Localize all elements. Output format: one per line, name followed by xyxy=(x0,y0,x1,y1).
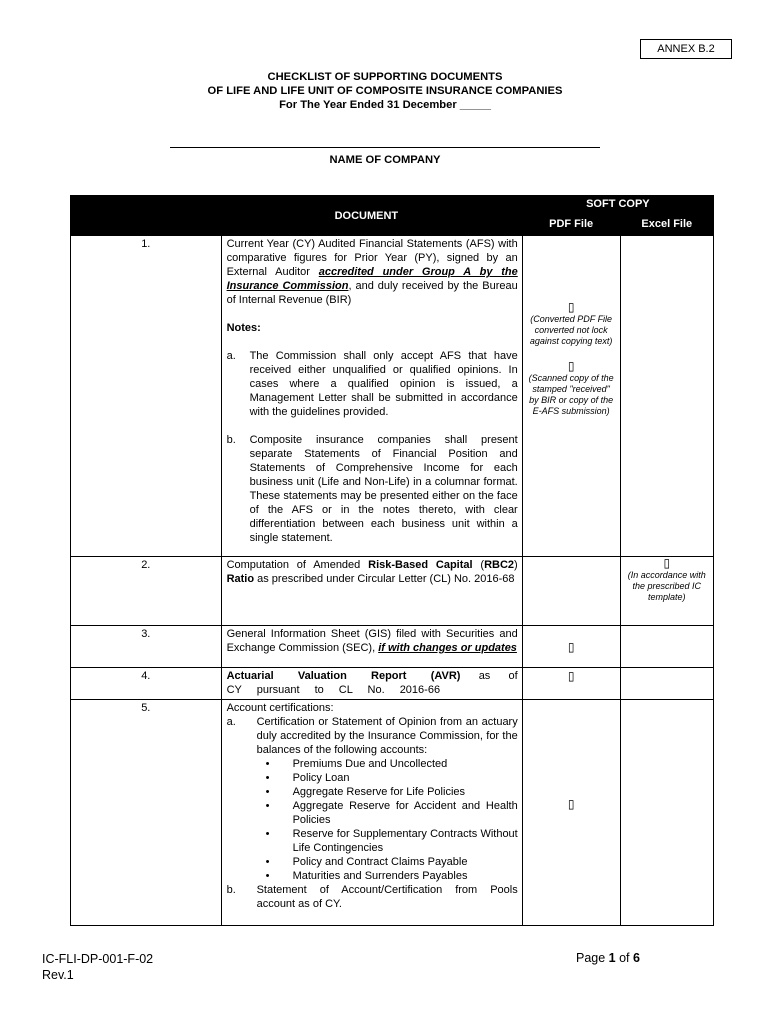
note-text: Composite insurance companies shall present separate Statements of Financial Position and Statements of Comprehensive Income for each business unit (Life and Non-Life) in a columnar format. These statements may be presented either on the face of the AFS or in the notes thereto, with clear differentiation between each business unit within a single statement. xyxy=(249,434,518,544)
page-word: Page xyxy=(576,951,609,965)
title-line-3: For The Year Ended 31 December _____ xyxy=(279,99,491,111)
table-row xyxy=(71,557,714,626)
page-number xyxy=(576,951,640,965)
row-number: 3. xyxy=(71,626,222,668)
desc-text: ) xyxy=(514,559,518,571)
checkbox-icon[interactable]: ▯ xyxy=(567,797,575,811)
pdf-note: (Scanned copy of the stamped "received" by BIR or copy of the E-AFS submission) xyxy=(528,373,614,416)
soft-copy-header: SOFT COPY xyxy=(522,196,713,214)
desc-emphasis: accredited under Group A by the Insurance Commission xyxy=(226,266,518,292)
list-item: • Policy Loan xyxy=(293,771,518,785)
row-description xyxy=(221,236,522,557)
table-row xyxy=(71,236,714,557)
checklist-table xyxy=(70,195,714,926)
desc-text: Account certifications: xyxy=(226,702,334,714)
annex-label: ANNEX B.2 xyxy=(640,39,732,59)
document-header: DOCUMENT xyxy=(71,196,523,236)
list-item: • Premiums Due and Uncollected xyxy=(293,757,518,771)
desc-text: ( xyxy=(472,559,485,571)
pdf-cell[interactable] xyxy=(522,668,620,700)
pdf-note: (Converted PDF File converted not lock against copying text) xyxy=(529,314,613,346)
list-item: • Maturities and Surrenders Payables xyxy=(293,869,518,883)
excel-cell[interactable] xyxy=(620,668,713,700)
row-number: 5. xyxy=(71,700,222,926)
desc-text: , and duly received by the Bureau of Internal Revenue (BIR) xyxy=(226,280,518,306)
desc-emphasis: Risk-Based Capital xyxy=(368,559,473,571)
table-row xyxy=(71,668,714,700)
excel-cell[interactable] xyxy=(620,700,713,926)
desc-emphasis: Actuarial Valuation Report (AVR) xyxy=(226,670,461,682)
title-line-2: OF LIFE AND LIFE UNIT OF COMPOSITE INSURANCE COMPANIES xyxy=(207,85,563,97)
sub-text: Statement of Account/Certification from Pools account as of CY. xyxy=(256,884,518,910)
sub-marker: b. xyxy=(226,884,236,896)
desc-text: Computation of Amended xyxy=(226,559,369,571)
row-number: 2. xyxy=(71,557,222,626)
pdf-file-header: PDF File xyxy=(522,213,620,236)
desc-text: Current Year (CY) Audited Financial Statements (AFS) with comparative figures for Prior Year (PY), signed by an External Auditor xyxy=(226,238,518,278)
desc-emphasis: RBC2 xyxy=(484,559,515,571)
checkbox-icon[interactable]: ▯ xyxy=(567,669,575,683)
table-row xyxy=(71,626,714,668)
row-number: 1. xyxy=(71,236,222,557)
page-current: 1 xyxy=(608,951,616,965)
pdf-cell[interactable] xyxy=(522,236,620,557)
checkbox-icon[interactable]: ▯ xyxy=(663,556,671,570)
checkbox-icon[interactable]: ▯ xyxy=(567,359,575,373)
excel-file-header: Excel File xyxy=(620,213,713,236)
sub-marker: a. xyxy=(226,716,236,728)
desc-text: as prescribed under Circular Letter (CL) No. 2016-68 xyxy=(254,573,515,585)
company-name-label: NAME OF COMPANY xyxy=(329,154,441,166)
company-name-line[interactable] xyxy=(170,147,600,148)
list-item: • Aggregate Reserve for Accident and Health Policies xyxy=(293,799,518,827)
checkbox-icon[interactable]: ▯ xyxy=(567,300,575,314)
note-text: The Commission shall only accept AFS that have received either unqualified or qualified opinions. In cases where a qualified opinion is issued, a Management Letter shall be submitted in accordance with the guidelines provided. xyxy=(249,350,518,418)
revision-text: Rev.1 xyxy=(42,968,74,982)
page-total: 6 xyxy=(633,951,640,965)
pdf-cell[interactable] xyxy=(522,557,620,626)
desc-text: General Information Sheet (GIS) filed with Securities and Exchange Commission (SEC), xyxy=(226,628,518,654)
table-row xyxy=(71,700,714,926)
excel-cell[interactable] xyxy=(620,626,713,668)
list-item: • Reserve for Supplementary Contracts Without Life Contingencies xyxy=(293,827,518,855)
note-marker: a. xyxy=(226,350,236,362)
title-line-1: CHECKLIST OF SUPPORTING DOCUMENTS xyxy=(267,71,503,83)
row-description xyxy=(221,668,522,700)
sub-text: Certification or Statement of Opinion from an actuary duly accredited by the Insurance Commission, for the balances of the following accounts: xyxy=(256,716,518,756)
account-list xyxy=(227,757,518,883)
list-item: • Policy and Contract Claims Payable xyxy=(293,855,518,869)
row-description xyxy=(221,557,522,626)
desc-emphasis: if with changes or updates xyxy=(378,642,517,654)
form-code-text: IC-FLI-DP-001-F-02 xyxy=(42,952,154,966)
excel-cell[interactable] xyxy=(620,557,713,626)
row-description xyxy=(221,626,522,668)
row-description xyxy=(221,700,522,926)
desc-text: as of CY pursuant to CL No. 2016-66 xyxy=(226,670,518,696)
pdf-cell[interactable] xyxy=(522,626,620,668)
excel-note: (In accordance with the prescribed IC template) xyxy=(627,570,706,602)
excel-cell[interactable] xyxy=(620,236,713,557)
desc-emphasis: Ratio xyxy=(226,573,255,585)
row-number: 4. xyxy=(71,668,222,700)
list-item: • Aggregate Reserve for Life Policies xyxy=(293,785,518,799)
of-word: of xyxy=(615,951,633,965)
pdf-cell[interactable] xyxy=(522,700,620,926)
note-marker: b. xyxy=(226,434,236,446)
form-code xyxy=(42,951,153,983)
checkbox-icon[interactable]: ▯ xyxy=(567,639,575,654)
notes-label: Notes: xyxy=(226,322,261,334)
